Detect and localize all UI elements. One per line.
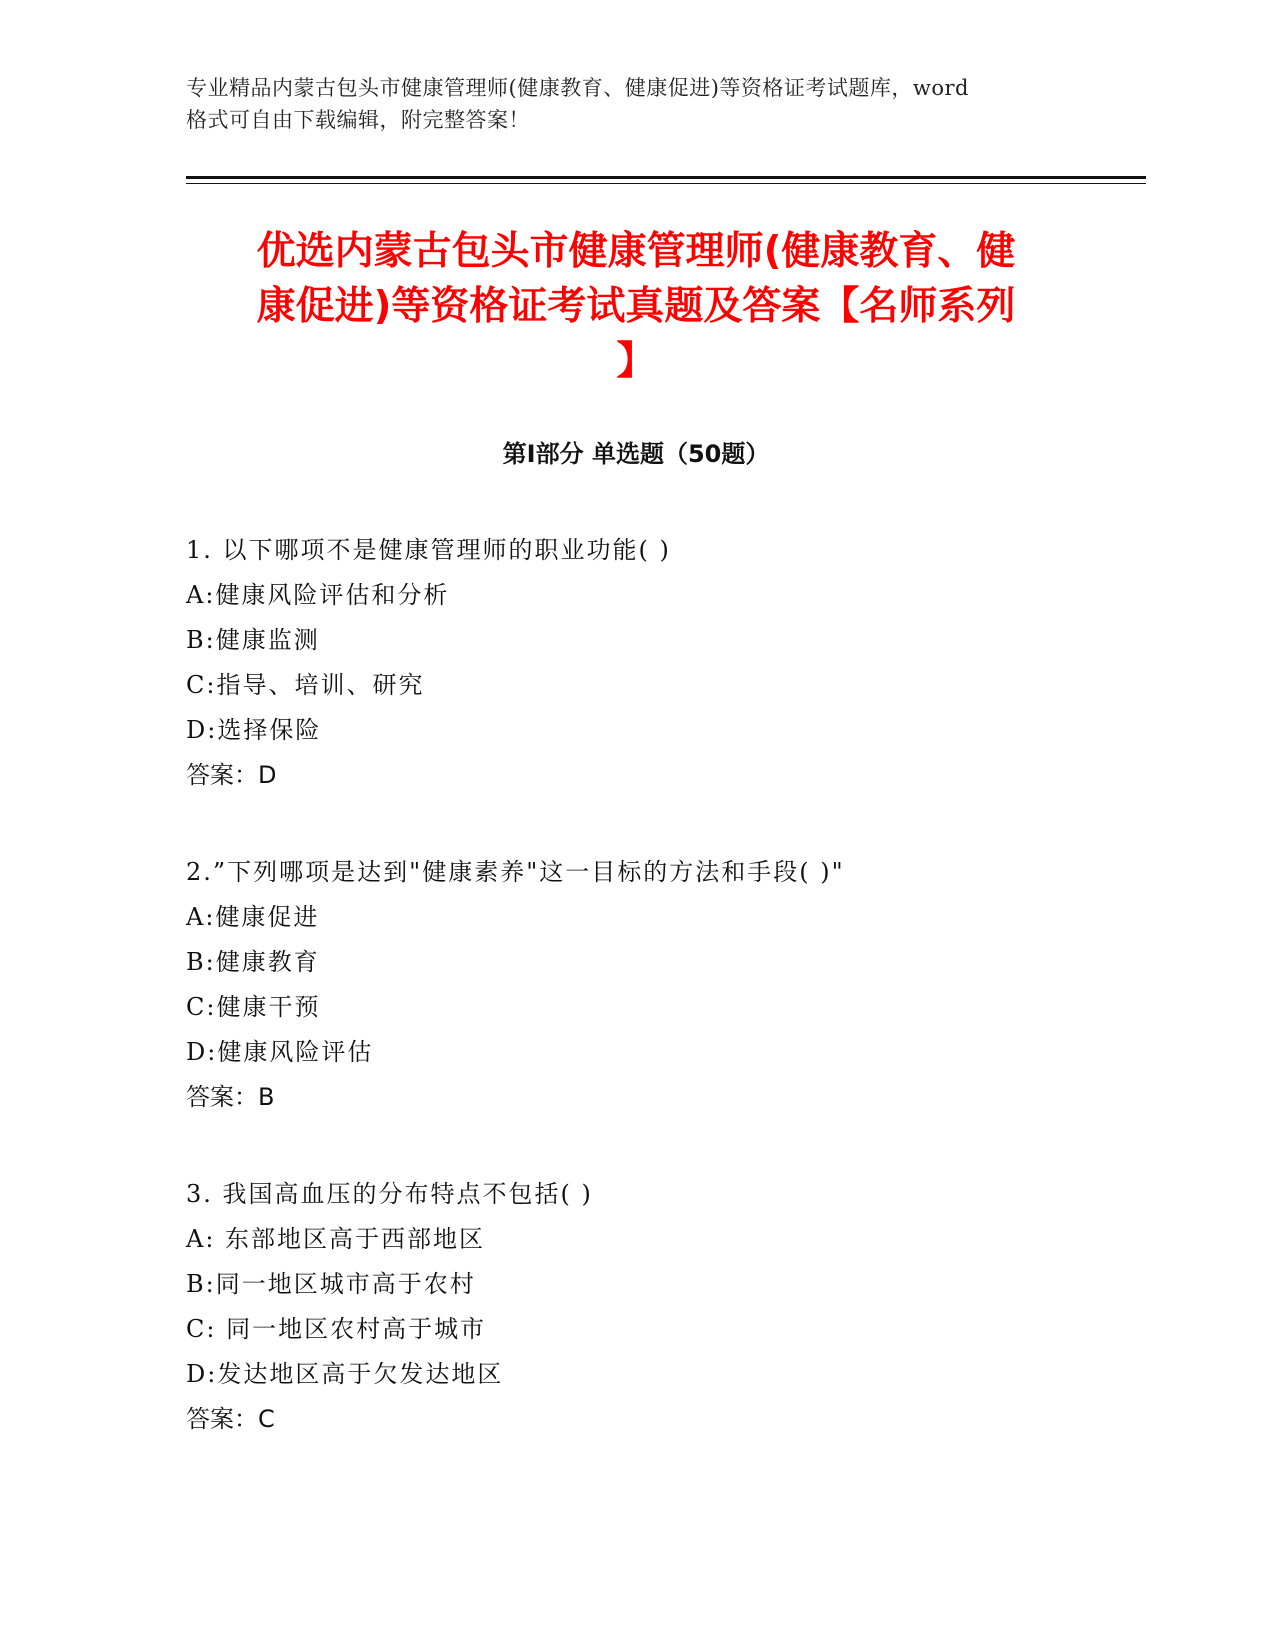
document-title bbox=[186, 224, 1086, 389]
question-item bbox=[186, 528, 1106, 798]
answer-key: 答案：C bbox=[186, 1405, 275, 1433]
answer-key: 答案：B bbox=[186, 1083, 275, 1111]
option-d: D:选择保险 bbox=[186, 716, 322, 744]
option-a: A: 东部地区高于西部地区 bbox=[186, 1225, 486, 1253]
option-c: C: 同一地区农村高于城市 bbox=[186, 1315, 487, 1343]
question-stem: 2.”下列哪项是达到"健康素养"这一目标的方法和手段( )" bbox=[186, 858, 845, 886]
option-a: A:健康风险评估和分析 bbox=[186, 581, 450, 609]
option-d: D:健康风险评估 bbox=[186, 1038, 374, 1066]
question-stem: 1. 以下哪项不是健康管理师的职业功能( ) bbox=[186, 536, 671, 564]
question-stem: 3. 我国高血压的分布特点不包括( ) bbox=[186, 1180, 593, 1208]
option-c: C:健康干预 bbox=[186, 993, 321, 1021]
option-c: C:指导、培训、研究 bbox=[186, 671, 425, 699]
option-a: A:健康促进 bbox=[186, 903, 320, 931]
option-b: B:同一地区城市高于农村 bbox=[186, 1270, 476, 1298]
document-title-line-1: 优选内蒙古包头市健康管理师(健康教育、健 bbox=[256, 229, 1016, 274]
answer-key: 答案：D bbox=[186, 761, 277, 789]
question-item bbox=[186, 1172, 1106, 1442]
document-title-line-2: 康促进)等资格证考试真题及答案【名师系列 bbox=[256, 284, 1016, 329]
header-note-line-2: 格式可自由下载编辑，附完整答案！ bbox=[186, 108, 530, 132]
header-rule-thick bbox=[186, 176, 1146, 179]
option-d: D:发达地区高于欠发达地区 bbox=[186, 1360, 504, 1388]
document-title-line-3: 】 bbox=[616, 339, 656, 384]
option-b: B:健康教育 bbox=[186, 948, 320, 976]
header-note-line-1: 专业精品内蒙古包头市健康管理师(健康教育、健康促进)等资格证考试题库，word bbox=[186, 76, 969, 100]
header-rule-thin bbox=[186, 183, 1146, 184]
question-item bbox=[186, 850, 1106, 1120]
option-b: B:健康监测 bbox=[186, 626, 320, 654]
question-list bbox=[186, 528, 1106, 1494]
section-heading: 第Ⅰ部分 单选题（50题） bbox=[502, 440, 770, 468]
header-note bbox=[186, 72, 1086, 136]
